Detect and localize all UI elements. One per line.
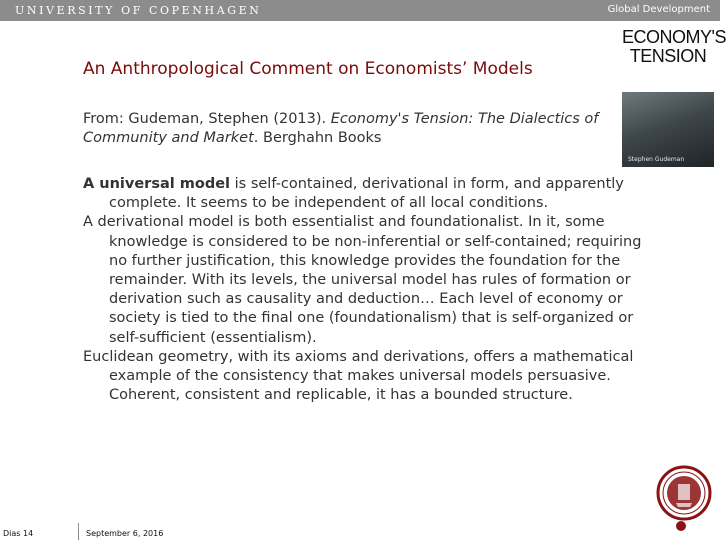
header-bar [0, 0, 720, 21]
book-cover-fineprint [622, 70, 714, 92]
slide-body [83, 175, 643, 405]
citation-book-title: Economy's Tension: The Dialectics of Community and Market [83, 111, 599, 146]
slide-title: An Anthropological Comment on Economists’ Models [83, 59, 533, 79]
paragraph-text: Euclidean geometry, with its axioms and derivations, offers a mathematical example of the consistency that makes universal models persuasive. Coherent, consistent and replicable, it has a bounded structure. [83, 348, 634, 404]
decorative-dot [676, 521, 686, 531]
department-name: Global Development [607, 4, 710, 15]
book-cover-title [622, 27, 726, 66]
paragraph-derivational-model [83, 213, 643, 347]
book-cover-title-line2: TENSION [629, 46, 707, 66]
source-citation [83, 110, 603, 148]
book-cover-author: Stephen Gudeman [628, 156, 685, 163]
paragraph-text: A derivational model is both essentialist and foundationalist. In it, some knowledge is considered to be non-inferential or self-contained; requiring no further justification, this knowledge provides the foundation for the remainder. With its levels, the universal model has rules of formation or derivation such as causality and deduction… Each level of economy or society is tied to the final one (foundationalism) that is self-organized or self-sufficient (essentialism). [83, 214, 642, 346]
paragraph-text: is self-contained, derivational in form, and apparently complete. It seems to be independent of all local conditions. [109, 176, 624, 212]
citation-suffix: . Berghahn Books [253, 130, 382, 146]
citation-prefix: From: Gudeman, Stephen (2013). [83, 111, 331, 127]
university-name: UNIVERSITY OF COPENHAGEN [15, 4, 262, 17]
paragraph-euclidean-geometry [83, 348, 643, 406]
footer-date: September 6, 2016 [86, 529, 164, 538]
book-cover-image [622, 22, 726, 167]
paragraph-universal-model [83, 175, 643, 213]
slide-number: Dias 14 [3, 529, 34, 538]
book-cover-title-line1: ECONOMY'S [622, 27, 726, 47]
footer-divider [78, 523, 79, 540]
paragraph-lead: A universal model [83, 176, 231, 192]
university-seal-logo [656, 465, 712, 521]
